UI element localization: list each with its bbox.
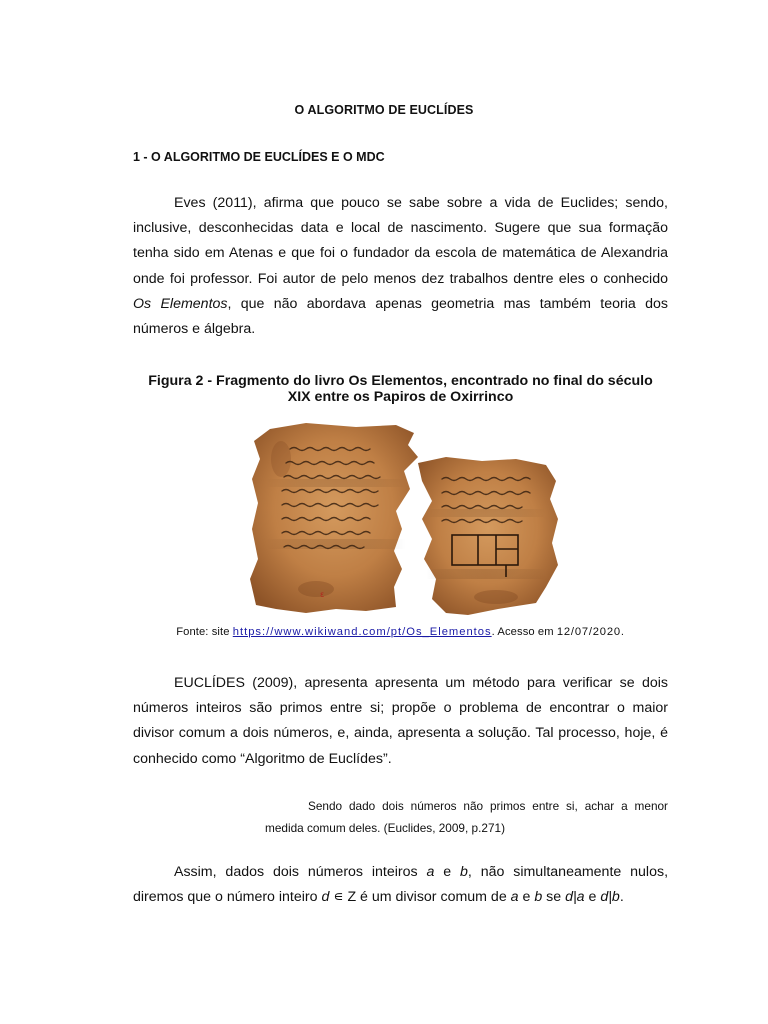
quote-text: Sendo dado dois números não primos entre si, achar a menor medida comum deles. (Euclides, 2009, p.271) xyxy=(265,799,668,835)
source-suffix: . Acesso em xyxy=(491,626,557,638)
paragraph-text: e xyxy=(434,864,461,880)
figure-caption-line-1: Figura 2 - Fragmento do livro Os Elementos, encontrado no final do século xyxy=(148,373,653,389)
paragraph-text: Eves (2011), afirma que pouco se sabe sobre a vida de Euclides; sendo, inclusive, desconhecidas data e local de nascimento. Sugere que sua formação tenha sido em Atenas e que foi o fundador da escola de matemática de Alexandria onde foi professor. Foi autor de pelo menos dez trabalhos dentre eles o conhecido xyxy=(133,195,668,287)
source-link[interactable]: https://www.wikiwand.com/pt/Os_Elementos xyxy=(232,626,492,638)
paragraph-text: , não simultaneamente nulos, diremos que o número inteiro xyxy=(133,864,669,906)
paragraph-euclid-method xyxy=(133,671,668,772)
paragraph-text: EUCLÍDES (2009), apresenta apresenta um método para verificar se dois números inteiros são primos entre si; propõe o problema de encontrar o maior divisor comum a dois números, e, ainda, apresenta a solução. Tal processo, hoje, é conhecido como “Algoritmo de Euclídes”. xyxy=(133,675,668,767)
paragraph-euclid-life xyxy=(133,191,668,342)
papyrus-fragment-image xyxy=(246,419,562,617)
paragraph-text: ∊ Z é um divisor comum de xyxy=(329,889,511,906)
variable-b: b xyxy=(460,864,468,880)
book-title-italic: Os Elementos xyxy=(133,295,228,312)
svg-text:ɛ: ɛ xyxy=(320,590,325,599)
paragraph-text: Assim, dados dois números inteiros xyxy=(174,864,427,880)
variable-b: b xyxy=(534,889,543,906)
figure-caption-line-2: XIX entre os Papiros de Oxirrinco xyxy=(287,389,514,405)
paragraph-text: , que não abordava apenas geometria mas também teoria dos números e álgebra. xyxy=(133,295,668,338)
paragraph-text: e xyxy=(584,889,601,906)
variable-a: a xyxy=(426,864,435,880)
block-quote xyxy=(265,796,668,839)
variable-a: a xyxy=(510,889,519,906)
paragraph-text: se xyxy=(542,889,566,906)
figure-caption xyxy=(133,373,668,405)
d-divides-b: d|b xyxy=(600,889,620,906)
variable-d: d xyxy=(321,889,330,906)
source-date: 12/07/2020. xyxy=(556,626,625,638)
paragraph-divisor-definition xyxy=(133,860,668,910)
section-heading: 1 - O ALGORITMO DE EUCLÍDES E O MDC xyxy=(133,150,385,164)
page-title: O ALGORITMO DE EUCLÍDES xyxy=(294,103,474,117)
paragraph-text: e xyxy=(518,889,535,906)
source-prefix: Fonte: site xyxy=(176,626,233,638)
d-divides-a: d|a xyxy=(565,889,585,906)
paragraph-text: . xyxy=(619,889,624,906)
figure-source xyxy=(133,626,668,638)
